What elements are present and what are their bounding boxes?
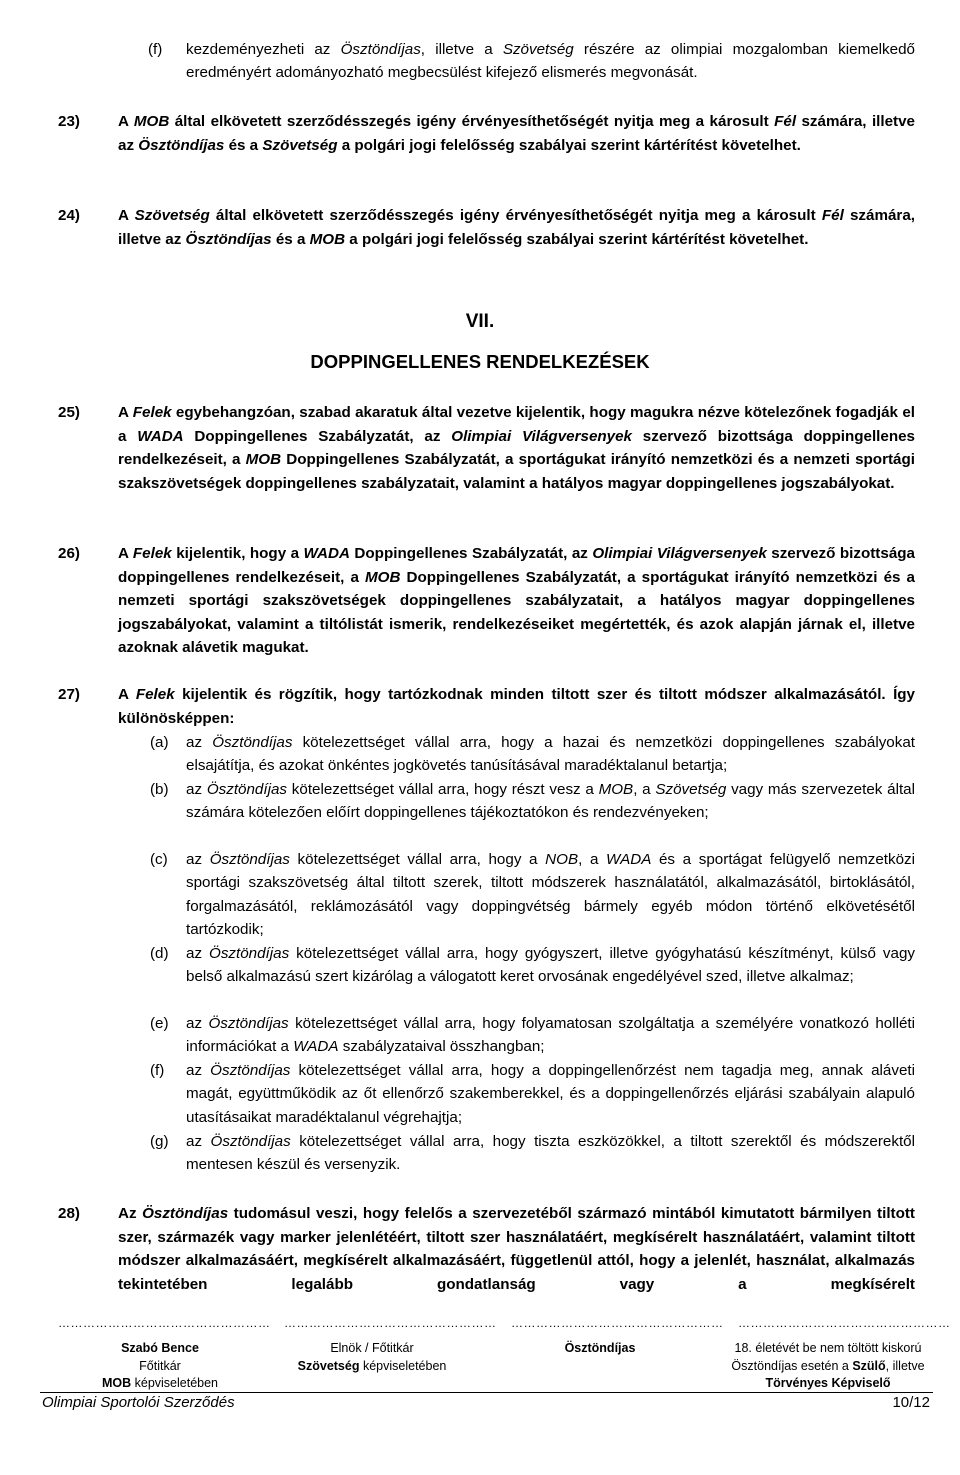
footer-document-title: Olimpiai Sportolói Szerződés bbox=[42, 1394, 235, 1411]
section-23-number: 23) bbox=[58, 113, 80, 130]
signature-scholar: Ösztöndíjas bbox=[564, 1341, 636, 1355]
list-item-e: (e) az Ösztöndíjas kötelezettséget vállal arra, hogy folyamatosan szolgáltatja a személyére vonatkozó holléti információkat a WADA szabályzataival összhangban; bbox=[150, 1015, 915, 1056]
signature-federation: Elnök / Főtitkár Szövetség képviseletében bbox=[297, 1341, 447, 1373]
section-28-number: 28) bbox=[58, 1205, 80, 1222]
section-26-text: A Felek kijelentik, hogy a WADA Doppingellenes Szabályzatát, az Olimpiai Világversenyek szervező bizottsága doppingellenes rendelkezéseit, a MOB Doppingellenes Szabályzatát, a sportágukat irányító nemzetközi és a nemzeti sportági szakszövetségek doppingellenes szabályzatait, a hatályos magyar doppingellenes jogszabályokat, valamint a tiltólistát ismerik, rendelkezéseiket megértették, és azok alapján járnak el, illetve azoknak alávetik magukat. bbox=[118, 545, 915, 657]
section-25-number: 25) bbox=[58, 404, 80, 421]
list-item-c: (c) az Ösztöndíjas kötelezettséget vállal arra, hogy a NOB, a WADA és a sportágat felügyelő nemzetközi sportági szakszövetség által tiltott szerek, tiltott módszerek használatától, alkalmazásától, birtoklásától, forgalmazásától, reklámozásától vagy doppingvétség bármely egyéb módon történő elkövetésétől tartózkodik; bbox=[150, 851, 915, 939]
section-26-number: 26) bbox=[58, 545, 80, 562]
signature-line-4: …………………………………………… bbox=[738, 1316, 951, 1330]
chapter-title: DOPPINGELLENES RENDELKEZÉSEK bbox=[310, 351, 650, 372]
list-item-b: (b) az Ösztöndíjas kötelezettséget vállal arra, hogy részt vesz a MOB, a Szövetség vagy más szervezetek által számára kötelezően előírt doppingellenes tájékoztatókon és rendezvényeken; bbox=[150, 781, 916, 822]
section-24-number: 24) bbox=[58, 207, 80, 224]
list-item-g: (g) az Ösztöndíjas kötelezettséget vállal arra, hogy tiszta eszközökkel, a tiltott szerektől és módszerektől mentesen készül és versenyzik. bbox=[150, 1133, 915, 1174]
list-item-d: (d) az Ösztöndíjas kötelezettséget vállal arra, hogy gyógyszert, illetve gyógyhatású készítményt, külső vagy belső alkalmazású szert kizárólag a válogatott keret orvosának engedélyével szed, illetve alkalmaz; bbox=[150, 945, 915, 986]
footer-divider bbox=[40, 1392, 933, 1393]
section-25-text: A Felek egybehangzóan, szabad akaratuk által vezetve kijelentik, hogy magukra nézve kötelezőnek fogadják el a WADA Doppingellenes Szabályzatát, az Olimpiai Világversenyek szervező bizottsága doppingellenes rendelkezéseit, a MOB Doppingellenes Szabályzatát, a sportágukat irányító nemzetközi és a nemzeti sportági szakszövetségek doppingellenes szabályzatait, valamint a hatályos magyar doppingellenes jogszabályokat. bbox=[118, 404, 915, 492]
section-27-text: A Felek kijelentik és rögzítik, hogy tartózkodnak minden tiltott szer és tiltott módszer alkalmazásától. Így különösképpen: bbox=[118, 686, 916, 727]
signature-mob: Szabó Bence Főtitkár MOB képviseletében bbox=[101, 1341, 219, 1390]
list-item-a: (a) az Ösztöndíjas kötelezettséget vállal arra, hogy a hazai és nemzetközi doppingellenes szabályokat elsajátítja, és azokat önkéntes jogkövetés tanúsításával maradéktalanul betartja; bbox=[150, 734, 915, 775]
list-item-f-top: (f) kezdeményezheti az Ösztöndíjas, illetve a Szövetség részére az olimpiai mozgalomban kiemelkedő eredményért adományozható megbecsülést kifejező elismerés megvonását. bbox=[148, 41, 915, 82]
section-27-number: 27) bbox=[58, 686, 80, 703]
section-28-text: Az Ösztöndíjas tudomásul veszi, hogy felelős a szervezetéből származó mintából kimutatott bármilyen tiltott szer, származék vagy marker jelenlétéért, tiltott szer használatáért, megkísérelt használatáért, valamint tiltott módszer alkalmazásáért, megkísérelt alkalmazásáért, függetlenül attól, hogy a jelenlét, használat, alkalmazás tekintetében legalább gondatlanság vagy a megkísérelt bbox=[118, 1205, 915, 1293]
signature-line-3: …………………………………………… bbox=[511, 1316, 724, 1330]
section-23-text: A MOB által elkövetett szerződésszegés igény érvényesíthetőségét nyitja meg a károsult Fél számára, illetve az Ösztöndíjas és a Szövetség a polgári jogi felelősség szabályai szerint kártérítést követelhet. bbox=[118, 113, 916, 154]
signature-guardian: 18. életévét be nem töltött kiskorú Ösztöndíjas esetén a Szülő, illetve Törvényes Képviselő bbox=[731, 1341, 925, 1390]
signature-line-1: …………………………………………… bbox=[58, 1316, 271, 1330]
signature-line-2: …………………………………………… bbox=[284, 1316, 497, 1330]
footer-page-number: 10/12 bbox=[892, 1394, 930, 1411]
section-24-text: A Szövetség által elkövetett szerződésszegés igény érvényesíthetőségét nyitja meg a károsult Fél számára, illetve az Ösztöndíjas és a MOB a polgári jogi felelősség szabályai szerint kártérítést követelhet. bbox=[118, 207, 916, 248]
list-item-f: (f) az Ösztöndíjas kötelezettséget vállal arra, hogy a doppingellenőrzést nem tagadja meg, annak aláveti magát, együttműködik az őt ellenőrző szakemberekkel, és a doppingellenőrzés eljárási szabályain alapuló utasításaikat maradéktalanul végrehajtja; bbox=[150, 1062, 915, 1126]
chapter-number: VII. bbox=[465, 311, 495, 332]
